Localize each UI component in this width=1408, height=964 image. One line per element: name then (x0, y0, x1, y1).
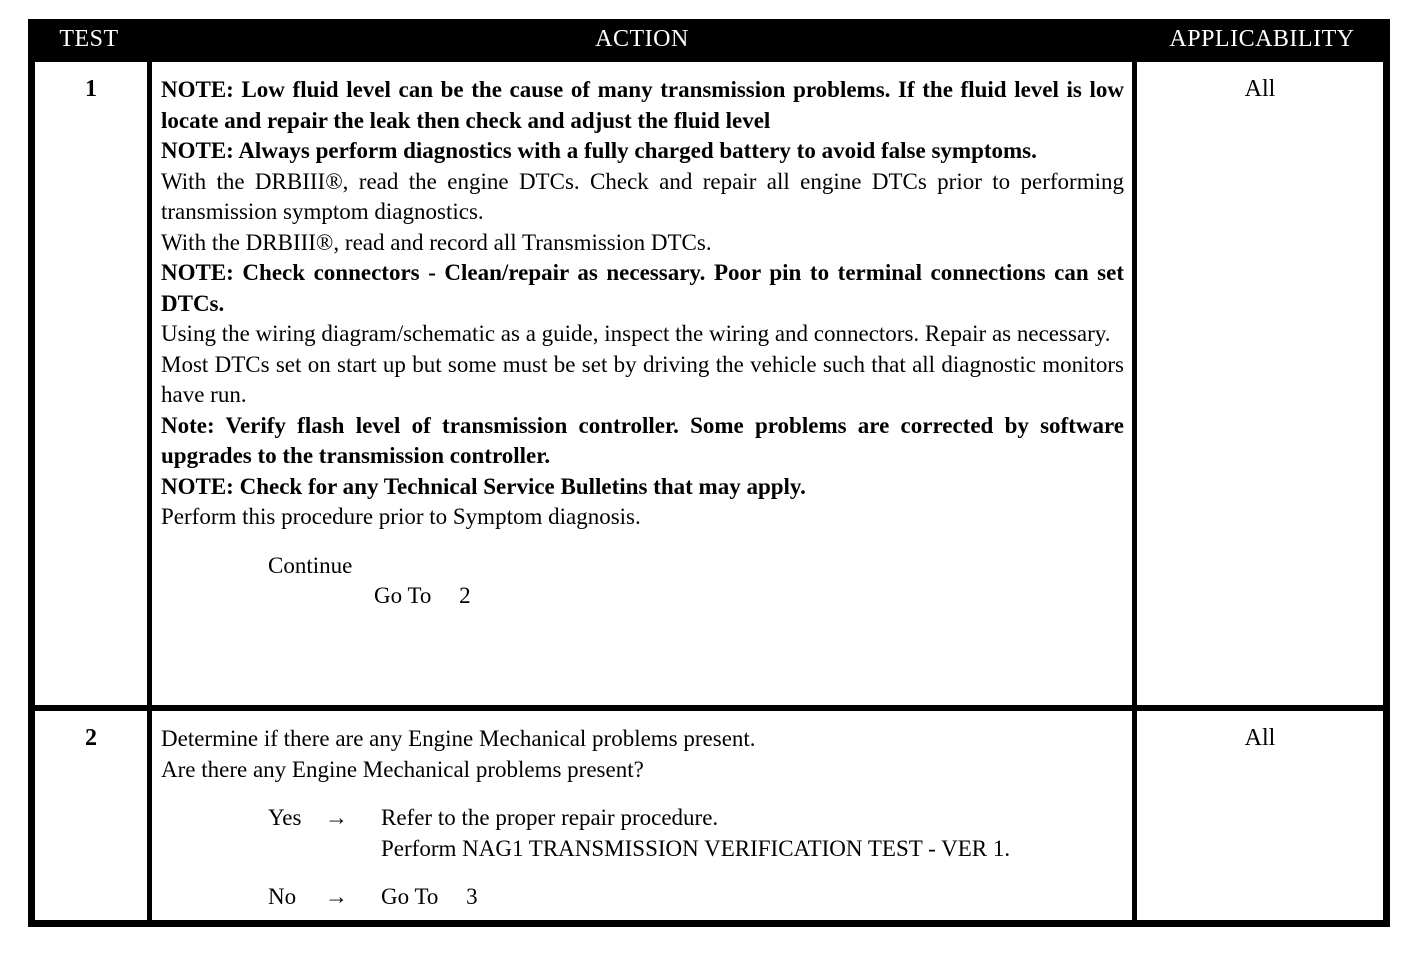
no-goto-label: Go To (381, 884, 439, 909)
diagnostic-table (28, 19, 1390, 927)
header-test: TEST (59, 25, 119, 52)
no-arrow-icon: → (325, 884, 348, 909)
row1-action (152, 62, 1132, 705)
yes-arrow-icon: → (325, 805, 348, 830)
row1-line-10: Perform this procedure prior to Symptom diagnosis. (161, 504, 641, 529)
row2-applicability: All (1137, 711, 1383, 920)
row1-applicability: All (1137, 62, 1383, 705)
row1-line-4: With the DRBIII®, read and record all Transmission DTCs. (161, 229, 712, 255)
row1-test-number: 1 (35, 62, 147, 705)
yes-result-line-1: Refer to the proper repair procedure. (381, 805, 719, 830)
row1-line-9: NOTE: Check for any Technical Service Bulletins that may apply. (161, 473, 806, 499)
header-action: ACTION (595, 25, 689, 52)
row2-action (152, 711, 1132, 920)
row2-yes-branch (161, 803, 1124, 864)
no-result (381, 882, 1124, 913)
row1-line-2: NOTE: Always perform diagnostics with a fully charged battery to avoid false symptoms. (161, 138, 1037, 163)
row1-goto-label: Go To (374, 583, 432, 608)
row1-line-1: NOTE: Low fluid level can be the cause of many transmission problems. If the fluid level is low locate and repair the leak then check and adjust the fluid level (161, 77, 1124, 133)
row2-line-1: Determine if there are any Engine Mechanical problems present. (161, 726, 756, 751)
row2-no-branch (161, 882, 1124, 913)
row1-line-3: With the DRBIII®, read the engine DTCs. Check and repair all engine DTCs prior to performing transmission symptom diagnostics. (161, 168, 1124, 224)
row1-line-7: Most DTCs set on start up but some must be set by driving the vehicle such that all diagnostic monitors have run. (161, 351, 1124, 407)
row1-line-8: Note: Verify flash level of transmission controller. Some problems are corrected by software upgrades to the transmission controller. (161, 412, 1124, 468)
no-goto-target: 3 (466, 884, 478, 909)
row2-line-2: Are there any Engine Mechanical problems present? (161, 756, 644, 782)
header-applicability: APPLICABILITY (1169, 25, 1355, 52)
row2-test-number: 2 (35, 711, 147, 920)
no-label: No (268, 884, 297, 909)
yes-label: Yes (268, 805, 302, 830)
yes-result (381, 803, 1124, 864)
yes-result-line-2: Perform NAG1 TRANSMISSION VERIFICATION TEST - VER 1. (381, 835, 1011, 861)
row1-goto-target: 2 (459, 583, 471, 608)
row1-line-6: Using the wiring diagram/schematic as a guide, inspect the wiring and connectors. Repair as necessary. (161, 321, 1111, 346)
row1-line-5: NOTE: Check connectors - Clean/repair as necessary. Poor pin to terminal connections can set DTCs. (161, 260, 1124, 316)
row1-continue-label: Continue (268, 552, 353, 578)
row1-goto (161, 581, 1124, 612)
